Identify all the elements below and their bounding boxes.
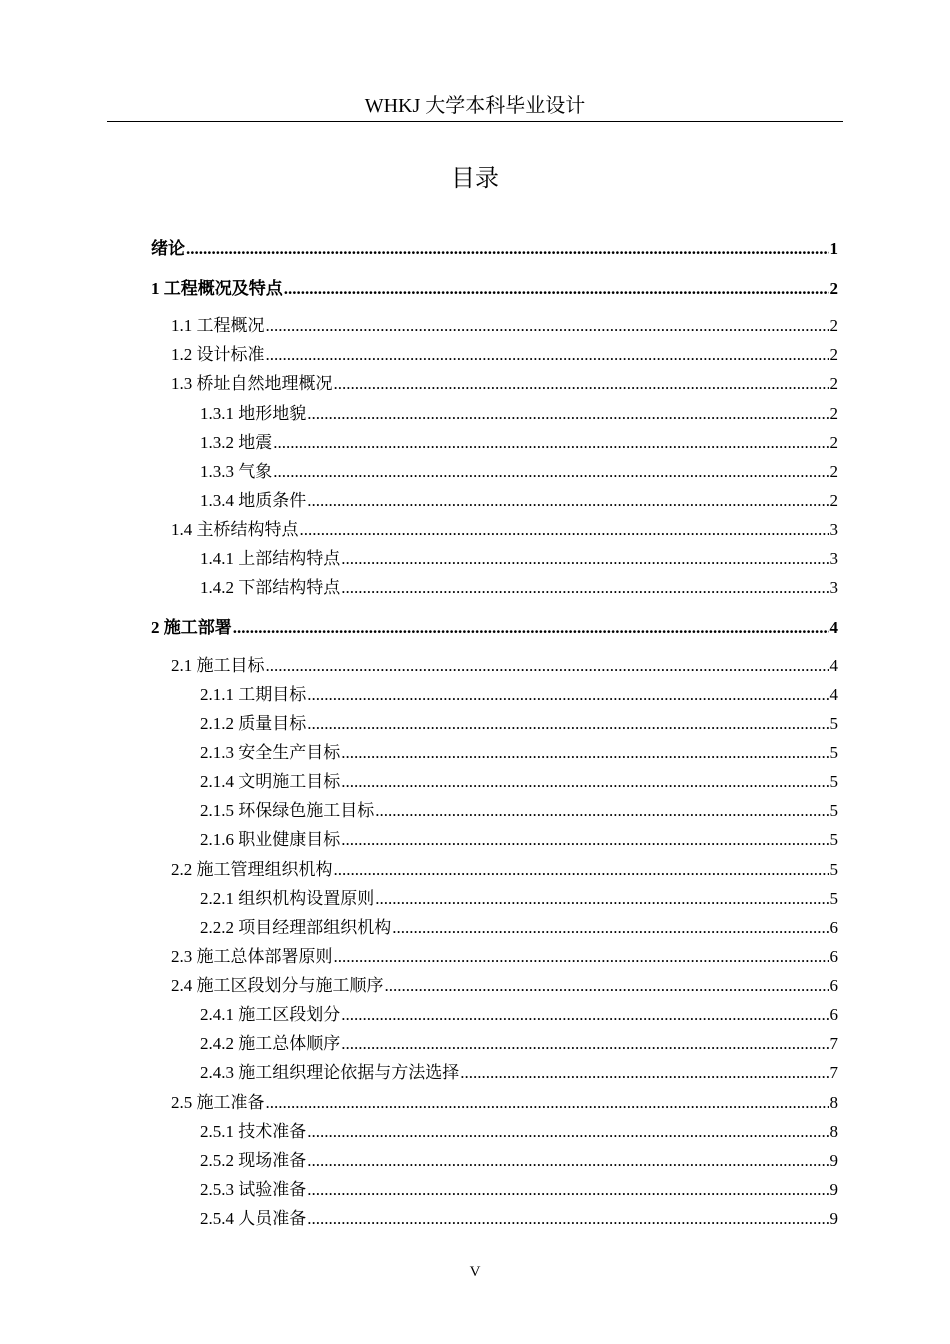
toc-leader-dots [233, 615, 829, 641]
toc-entry[interactable] [171, 517, 838, 543]
toc-leader-dots [307, 1119, 828, 1145]
toc-entry-page: 5 [829, 801, 838, 820]
toc-entry-page: 8 [829, 1093, 838, 1112]
toc-entry-page: 1 [829, 239, 838, 258]
toc-entry-page: 2 [829, 316, 838, 335]
toc-entry-page: 5 [829, 830, 838, 849]
toc-entry[interactable] [171, 313, 838, 339]
toc-leader-dots [341, 1002, 828, 1028]
toc-entry-page: 5 [829, 772, 838, 791]
toc-entry[interactable] [171, 973, 838, 999]
toc-leader-dots [385, 973, 829, 999]
toc-entry-title: 2.1.6 职业健康目标 [200, 830, 341, 849]
toc-entry-page: 2 [829, 279, 838, 298]
toc-entry[interactable] [200, 682, 838, 708]
toc-entry-page: 9 [829, 1180, 838, 1199]
toc-entry-page: 5 [829, 743, 838, 762]
toc-entry[interactable] [200, 798, 838, 824]
toc-entry[interactable] [200, 1060, 838, 1086]
toc-leader-dots [392, 915, 828, 941]
toc-leader-dots [266, 342, 829, 368]
toc-entry-page: 4 [829, 685, 838, 704]
toc-entry-page: 7 [829, 1063, 838, 1082]
toc-entry-title: 2.4.3 施工组织理论依据与方法选择 [200, 1063, 460, 1082]
toc-entry-title: 2.1.5 环保绿色施工目标 [200, 801, 375, 820]
toc-entry-page: 5 [829, 714, 838, 733]
toc-entry-title: 2.2.1 组织机构设置原则 [200, 889, 375, 908]
toc-entry-page: 4 [829, 618, 838, 637]
toc-entry-page: 6 [829, 918, 838, 937]
toc-leader-dots [307, 488, 828, 514]
toc-leader-dots [300, 517, 829, 543]
toc-entry-title: 2.1.2 质量目标 [200, 714, 307, 733]
toc-entry[interactable] [200, 575, 838, 601]
toc-leader-dots [307, 401, 828, 427]
toc-entry-title: 2.1.1 工期目标 [200, 685, 307, 704]
toc-entry-page: 2 [829, 404, 838, 423]
toc-entry-page: 3 [829, 520, 838, 539]
toc-entry-page: 3 [829, 549, 838, 568]
toc-entry[interactable] [200, 915, 838, 941]
toc-leader-dots [266, 313, 829, 339]
toc-entry[interactable] [151, 276, 838, 302]
toc-entry[interactable] [200, 827, 838, 853]
toc-entry[interactable] [200, 769, 838, 795]
toc-entry-page: 6 [829, 1005, 838, 1024]
toc-entry-page: 9 [829, 1151, 838, 1170]
toc-entry-page: 2 [829, 374, 838, 393]
toc-entry-page: 8 [829, 1122, 838, 1141]
toc-entry-page: 2 [829, 433, 838, 452]
toc-leader-dots [284, 276, 829, 302]
toc-leader-dots [334, 944, 829, 970]
toc-leader-dots [273, 459, 828, 485]
toc-entry-title: 1.3 桥址自然地理概况 [171, 374, 333, 393]
toc-entry-page: 5 [829, 889, 838, 908]
toc-entry-page: 2 [829, 462, 838, 481]
toc-entry-page: 9 [829, 1209, 838, 1228]
toc-entry[interactable] [200, 401, 838, 427]
toc-entry-page: 6 [829, 976, 838, 995]
toc-entry-page: 6 [829, 947, 838, 966]
toc-entry[interactable] [200, 430, 838, 456]
toc-entry-title: 2.5.3 试验准备 [200, 1180, 307, 1199]
toc-leader-dots [186, 236, 829, 262]
toc-entry-title: 1.4 主桥结构特点 [171, 520, 299, 539]
toc-leader-dots [341, 769, 828, 795]
page-header: WHKJ 大学本科毕业设计 [364, 95, 586, 117]
toc-entry-title: 2.2.2 项目经理部组织机构 [200, 918, 392, 937]
toc-leader-dots [273, 430, 828, 456]
toc-title: 目录 [451, 166, 499, 192]
toc-leader-dots [307, 1206, 828, 1232]
toc-leader-dots [307, 1148, 828, 1174]
toc-leader-dots [307, 711, 828, 737]
toc-leader-dots [334, 857, 829, 883]
toc-entry-title: 1.3.1 地形地貌 [200, 404, 307, 423]
toc-entry-title: 2.5.4 人员准备 [200, 1209, 307, 1228]
toc-leader-dots [266, 653, 829, 679]
toc-leader-dots [341, 546, 828, 572]
toc-entry-page: 5 [829, 860, 838, 879]
toc-entry[interactable] [171, 342, 838, 368]
toc-entry[interactable] [151, 615, 838, 641]
toc-leader-dots [307, 1177, 828, 1203]
toc-entry-title: 2.1.3 安全生产目标 [200, 743, 341, 762]
toc-entry-page: 2 [829, 491, 838, 510]
toc-entry[interactable] [200, 1148, 838, 1174]
toc-leader-dots [341, 1031, 828, 1057]
toc-leader-dots [266, 1090, 829, 1116]
toc-entry-title: 2.5.2 现场准备 [200, 1151, 307, 1170]
toc-entry-page: 7 [829, 1034, 838, 1053]
toc-leader-dots [341, 827, 828, 853]
toc-entry-title: 2.2 施工管理组织机构 [171, 860, 333, 879]
toc-entry-title: 1.3.4 地质条件 [200, 491, 307, 510]
toc-entry-title: 1.3.3 气象 [200, 462, 273, 481]
toc-entry[interactable] [200, 1177, 838, 1203]
toc-entry-title: 2.1.4 文明施工目标 [200, 772, 341, 791]
toc-entry-title: 1 工程概况及特点 [151, 279, 283, 298]
toc-entry-title: 1.3.2 地震 [200, 433, 273, 452]
toc-entry-title: 2.3 施工总体部署原则 [171, 947, 333, 966]
toc-entry-page: 2 [829, 345, 838, 364]
toc-entry-title: 1.4.1 上部结构特点 [200, 549, 341, 568]
toc-entry-title: 2.4 施工区段划分与施工顺序 [171, 976, 384, 995]
toc-entry[interactable] [200, 546, 838, 572]
toc-entry-title: 2.1 施工目标 [171, 656, 265, 675]
toc-entry-title: 绪论 [151, 239, 185, 258]
toc-entry[interactable] [200, 1002, 838, 1028]
toc-entry-title: 2.5 施工准备 [171, 1093, 265, 1112]
toc-entry[interactable] [171, 1090, 838, 1116]
toc-leader-dots [341, 740, 828, 766]
toc-entry[interactable] [200, 1031, 838, 1057]
toc-leader-dots [341, 575, 828, 601]
toc-leader-dots [375, 798, 828, 824]
toc-entry[interactable] [171, 371, 838, 397]
toc-entry-page: 3 [829, 578, 838, 597]
toc-leader-dots [334, 371, 829, 397]
toc-entry[interactable] [200, 886, 838, 912]
toc-entry-title: 1.2 设计标准 [171, 345, 265, 364]
toc-entry[interactable] [151, 236, 838, 262]
toc-leader-dots [460, 1060, 828, 1086]
toc-entry[interactable] [171, 944, 838, 970]
toc-entry-title: 2.4.1 施工区段划分 [200, 1005, 341, 1024]
toc-entry-page: 4 [829, 656, 838, 675]
toc-entry-title: 1.4.2 下部结构特点 [200, 578, 341, 597]
toc-entry[interactable] [171, 857, 838, 883]
toc-entry[interactable] [200, 488, 838, 514]
toc-entry-title: 2.5.1 技术准备 [200, 1122, 307, 1141]
toc-entry-title: 2 施工部署 [151, 618, 232, 637]
toc-entry-title: 2.4.2 施工总体顺序 [200, 1034, 341, 1053]
toc-entry[interactable] [200, 740, 838, 766]
toc-leader-dots [375, 886, 828, 912]
toc-entry-title: 1.1 工程概况 [171, 316, 265, 335]
toc-entry[interactable] [200, 1119, 838, 1145]
toc-entry[interactable] [200, 459, 838, 485]
toc-leader-dots [307, 682, 828, 708]
page-number: V [469, 1264, 481, 1280]
toc-entry[interactable] [200, 711, 838, 737]
header-rule [107, 121, 843, 122]
toc-entry[interactable] [171, 653, 838, 679]
toc-entry[interactable] [200, 1206, 838, 1232]
